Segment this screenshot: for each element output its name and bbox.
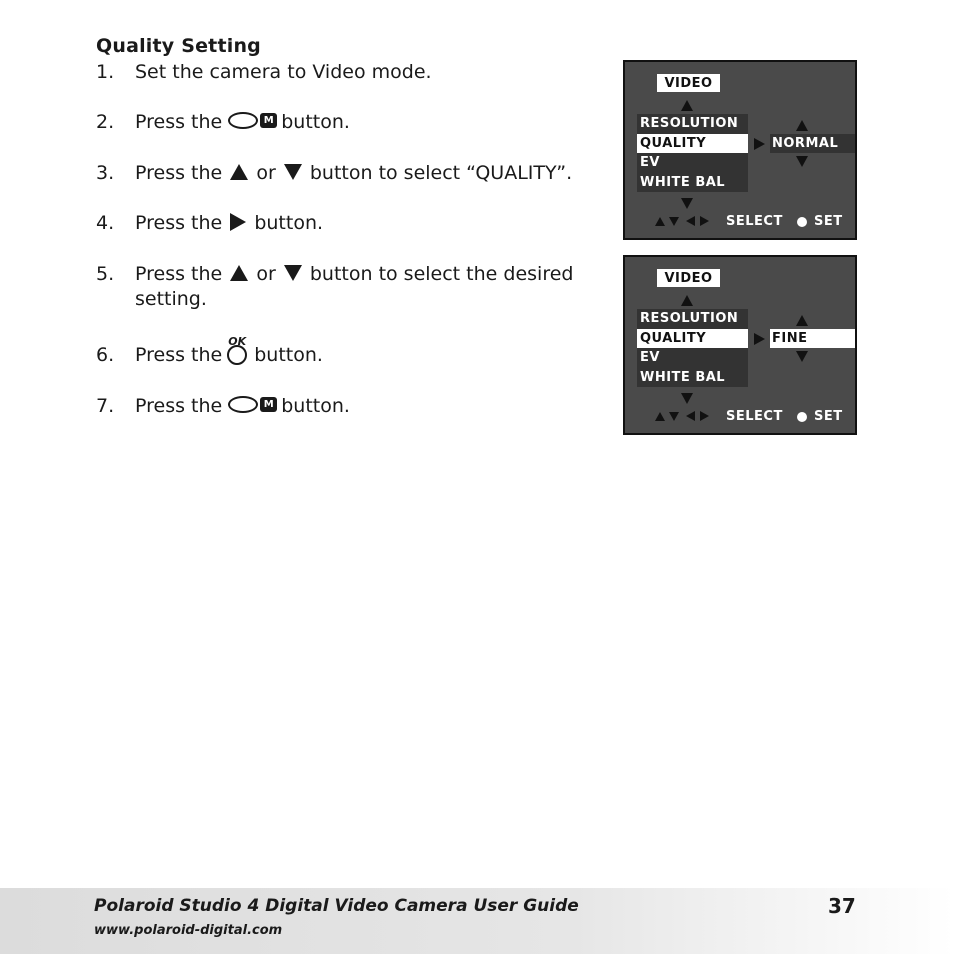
menu-item-quality: QUALITY [637, 329, 748, 349]
step-post: button. [281, 111, 350, 133]
step-number: 7. [96, 395, 115, 417]
step-text [135, 334, 323, 368]
section-title: Quality Setting [96, 35, 261, 57]
menu-item-quality: QUALITY [637, 134, 748, 154]
value-down-arrow-icon [796, 351, 808, 362]
nav-up-icon [655, 412, 665, 421]
step-text [135, 110, 350, 135]
quality-value: NORMAL [770, 134, 855, 153]
menu-item-resolution: RESOLUTION [640, 311, 739, 326]
camera-screen-normal [623, 60, 857, 240]
menu-up-arrow-icon [681, 295, 693, 306]
nav-left-icon [686, 216, 695, 226]
up-arrow-icon [230, 164, 248, 180]
screen-menu [637, 309, 748, 387]
down-arrow-icon [284, 164, 302, 180]
screen-menu [637, 114, 748, 192]
step-number: 4. [96, 212, 115, 234]
set-label: SET [814, 214, 843, 229]
step-text [135, 262, 573, 287]
down-arrow-icon [284, 265, 302, 281]
quality-value: FINE [770, 329, 855, 348]
menu-item-ev: EV [640, 155, 660, 170]
up-arrow-icon [230, 265, 248, 281]
step-post: button. [281, 395, 350, 417]
step-number: 5. [96, 263, 115, 285]
step-post: button to select the desired [309, 263, 574, 285]
menu-down-arrow-icon [681, 198, 693, 209]
website-url: www.polaroid-digital.com [94, 923, 283, 938]
circle-button-icon [227, 345, 247, 365]
step-number: 3. [96, 162, 115, 184]
menu-up-arrow-icon [681, 100, 693, 111]
nav-up-icon [655, 217, 665, 226]
guide-title: Polaroid Studio 4 Digital Video Camera User Guide [94, 896, 579, 916]
set-dot-icon [797, 412, 807, 422]
step-line2: setting. [135, 288, 207, 310]
nav-down-icon [669, 217, 679, 226]
ok-button-icon [226, 334, 250, 365]
step-number: 2. [96, 111, 115, 133]
screen-footer [655, 409, 855, 425]
set-label: SET [814, 409, 843, 424]
screen-footer [655, 214, 855, 230]
step-text-content: Set the camera to Video mode. [135, 61, 432, 83]
value-up-arrow-icon [796, 315, 808, 326]
oval-button-icon [228, 396, 258, 413]
nav-left-icon [686, 411, 695, 421]
page-number: 37 [828, 894, 856, 918]
value-pointer-icon [754, 138, 765, 150]
value-down-arrow-icon [796, 156, 808, 167]
m-label: M [260, 113, 277, 128]
step-pre: Press the [135, 212, 223, 234]
screen-header: VIDEO [657, 74, 720, 92]
step-pre: Press the [135, 395, 223, 417]
menu-item-white-bal: WHITE BAL [640, 369, 726, 385]
step-text [135, 211, 323, 236]
nav-right-icon [700, 216, 709, 226]
set-dot-icon [797, 217, 807, 227]
select-label: SELECT [726, 409, 783, 424]
ok-label: OK [228, 334, 247, 348]
screen-header: VIDEO [657, 269, 720, 287]
step-pre: Press the [135, 111, 223, 133]
step-text [135, 287, 207, 312]
menu-item-resolution: RESOLUTION [640, 116, 739, 131]
step-pre: Press the [135, 263, 223, 285]
step-pre: Press the [135, 162, 223, 184]
step-pre: Press the [135, 344, 223, 366]
value-pointer-icon [754, 333, 765, 345]
value-up-arrow-icon [796, 120, 808, 131]
step-post: button. [254, 212, 324, 234]
select-label: SELECT [726, 214, 783, 229]
step-text [135, 161, 572, 186]
menu-down-arrow-icon [681, 393, 693, 404]
menu-button-icon [228, 112, 277, 129]
step-number: 1. [96, 61, 115, 83]
menu-item-white-bal: WHITE BAL [640, 174, 726, 190]
step-text [135, 60, 432, 85]
step-number: 6. [96, 344, 115, 366]
right-arrow-icon [230, 213, 246, 231]
m-label: M [260, 397, 277, 412]
nav-down-icon [669, 412, 679, 421]
step-post: button to select “QUALITY”. [309, 162, 573, 184]
step-mid: or [256, 263, 276, 285]
step-mid: or [256, 162, 276, 184]
nav-right-icon [700, 411, 709, 421]
page-footer [0, 888, 954, 954]
camera-screen-fine [623, 255, 857, 435]
menu-button-icon [228, 396, 277, 413]
oval-button-icon [228, 112, 258, 129]
step-text [135, 394, 350, 419]
step-post: button. [254, 344, 323, 366]
menu-item-ev: EV [640, 350, 660, 365]
